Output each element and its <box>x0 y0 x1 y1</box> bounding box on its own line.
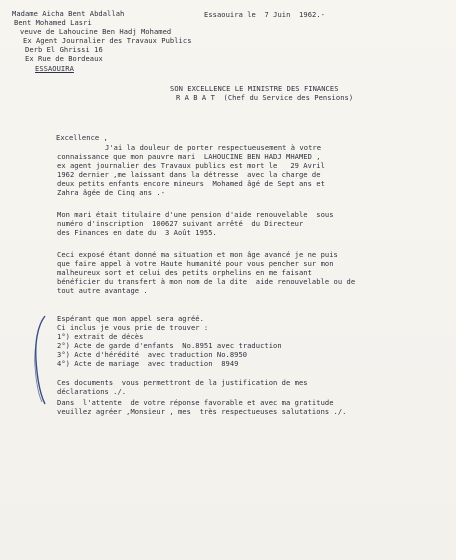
sender-line4: Ex Agent Journalier des Travaux Publics <box>23 36 192 45</box>
para2-line: des Finances en date du 3 Août 1955. <box>57 228 217 237</box>
para1-line: ex agent journalier des Travaux publics est mort le 29 Avril <box>57 161 325 170</box>
para3-line: Ceci exposé étant donné ma situation et mon âge avancé je ne puis <box>57 250 338 259</box>
enclosure-item: 1°) extrait de décès <box>57 332 144 341</box>
para4-line: Espérant que mon appel sera agréé. <box>57 314 204 323</box>
closing-line: veuillez agréer ,Monsieur , mes très respectueuses salutations ./. <box>57 407 347 416</box>
para3-line: tout autre avantage . <box>57 286 148 295</box>
para1-line: 1962 dernier ,me laissant dans la détresse avec la charge de <box>57 170 321 179</box>
recipient-line1: SON EXCELLENCE LE MINISTRE DES FINANCES <box>170 84 339 93</box>
enclosure-item: 3°) Acte d'hérédité avec traduction No.8950 <box>57 350 248 359</box>
para3-line: bénéficier du transfert à mon nom de la dite aide renouvelable ou de <box>57 277 356 286</box>
handwritten-bracket-mark <box>33 314 47 406</box>
para4-line: Ci inclus je vous prie de trouver : <box>57 323 209 332</box>
sender-line2: Bent Mohamed Lasri <box>14 18 92 27</box>
para1-line: connaissance que mon pauvre mari LAHOUCINE BEN HADJ MHAMED , <box>57 152 321 161</box>
letter-date: Essaouira le 7 Juin 1962.- <box>204 10 325 19</box>
sender-line6: Ex Rue de Bordeaux <box>25 54 103 63</box>
para5-line: déclarations ./. <box>57 387 127 396</box>
para1-line: J'ai la douleur de porter respectueusement à votre <box>105 143 322 152</box>
para1-line: Zahra âgée de Cinq ans .- <box>57 188 166 197</box>
para2-line: numéro d'inscription 100627 suivant arrêté du Directeur <box>57 219 304 228</box>
para2-line: Mon mari était titulaire d'une pension d'aide renouvelable sous <box>57 210 334 219</box>
enclosure-item: 2°) Acte de garde d'enfants No.8951 avec traduction <box>57 341 282 350</box>
para1-line: deux petits enfants encore mineurs Mohamed âgé de Sept ans et <box>57 179 325 188</box>
para3-line: que faire appel à votre Haute humanité pour vous pencher sur mon <box>57 259 334 268</box>
recipient-line2: R A B A T (Chef du Service des Pensions) <box>176 93 354 102</box>
sender-line5: Derb El Ghrissi 16 <box>25 45 103 54</box>
para5-line: Ces documents vous permettront de la justification de mes <box>57 378 308 387</box>
sender-line3: veuve de Lahoucine Ben Hadj Mohamed <box>20 27 172 36</box>
enclosure-item: 4°) Acte de mariage avec traduction 8949 <box>57 359 239 368</box>
closing-line: Dans l'attente de votre réponse favorable et avec ma gratitude <box>57 398 334 407</box>
sender-city: ESSAOUIRA <box>35 64 74 73</box>
salutation: Excellence , <box>56 133 108 142</box>
para3-line: malheureux sort et celui des petits orphelins en me faisant <box>57 268 312 277</box>
sender-name: Madame Aicha Bent Abdallah <box>12 9 125 18</box>
